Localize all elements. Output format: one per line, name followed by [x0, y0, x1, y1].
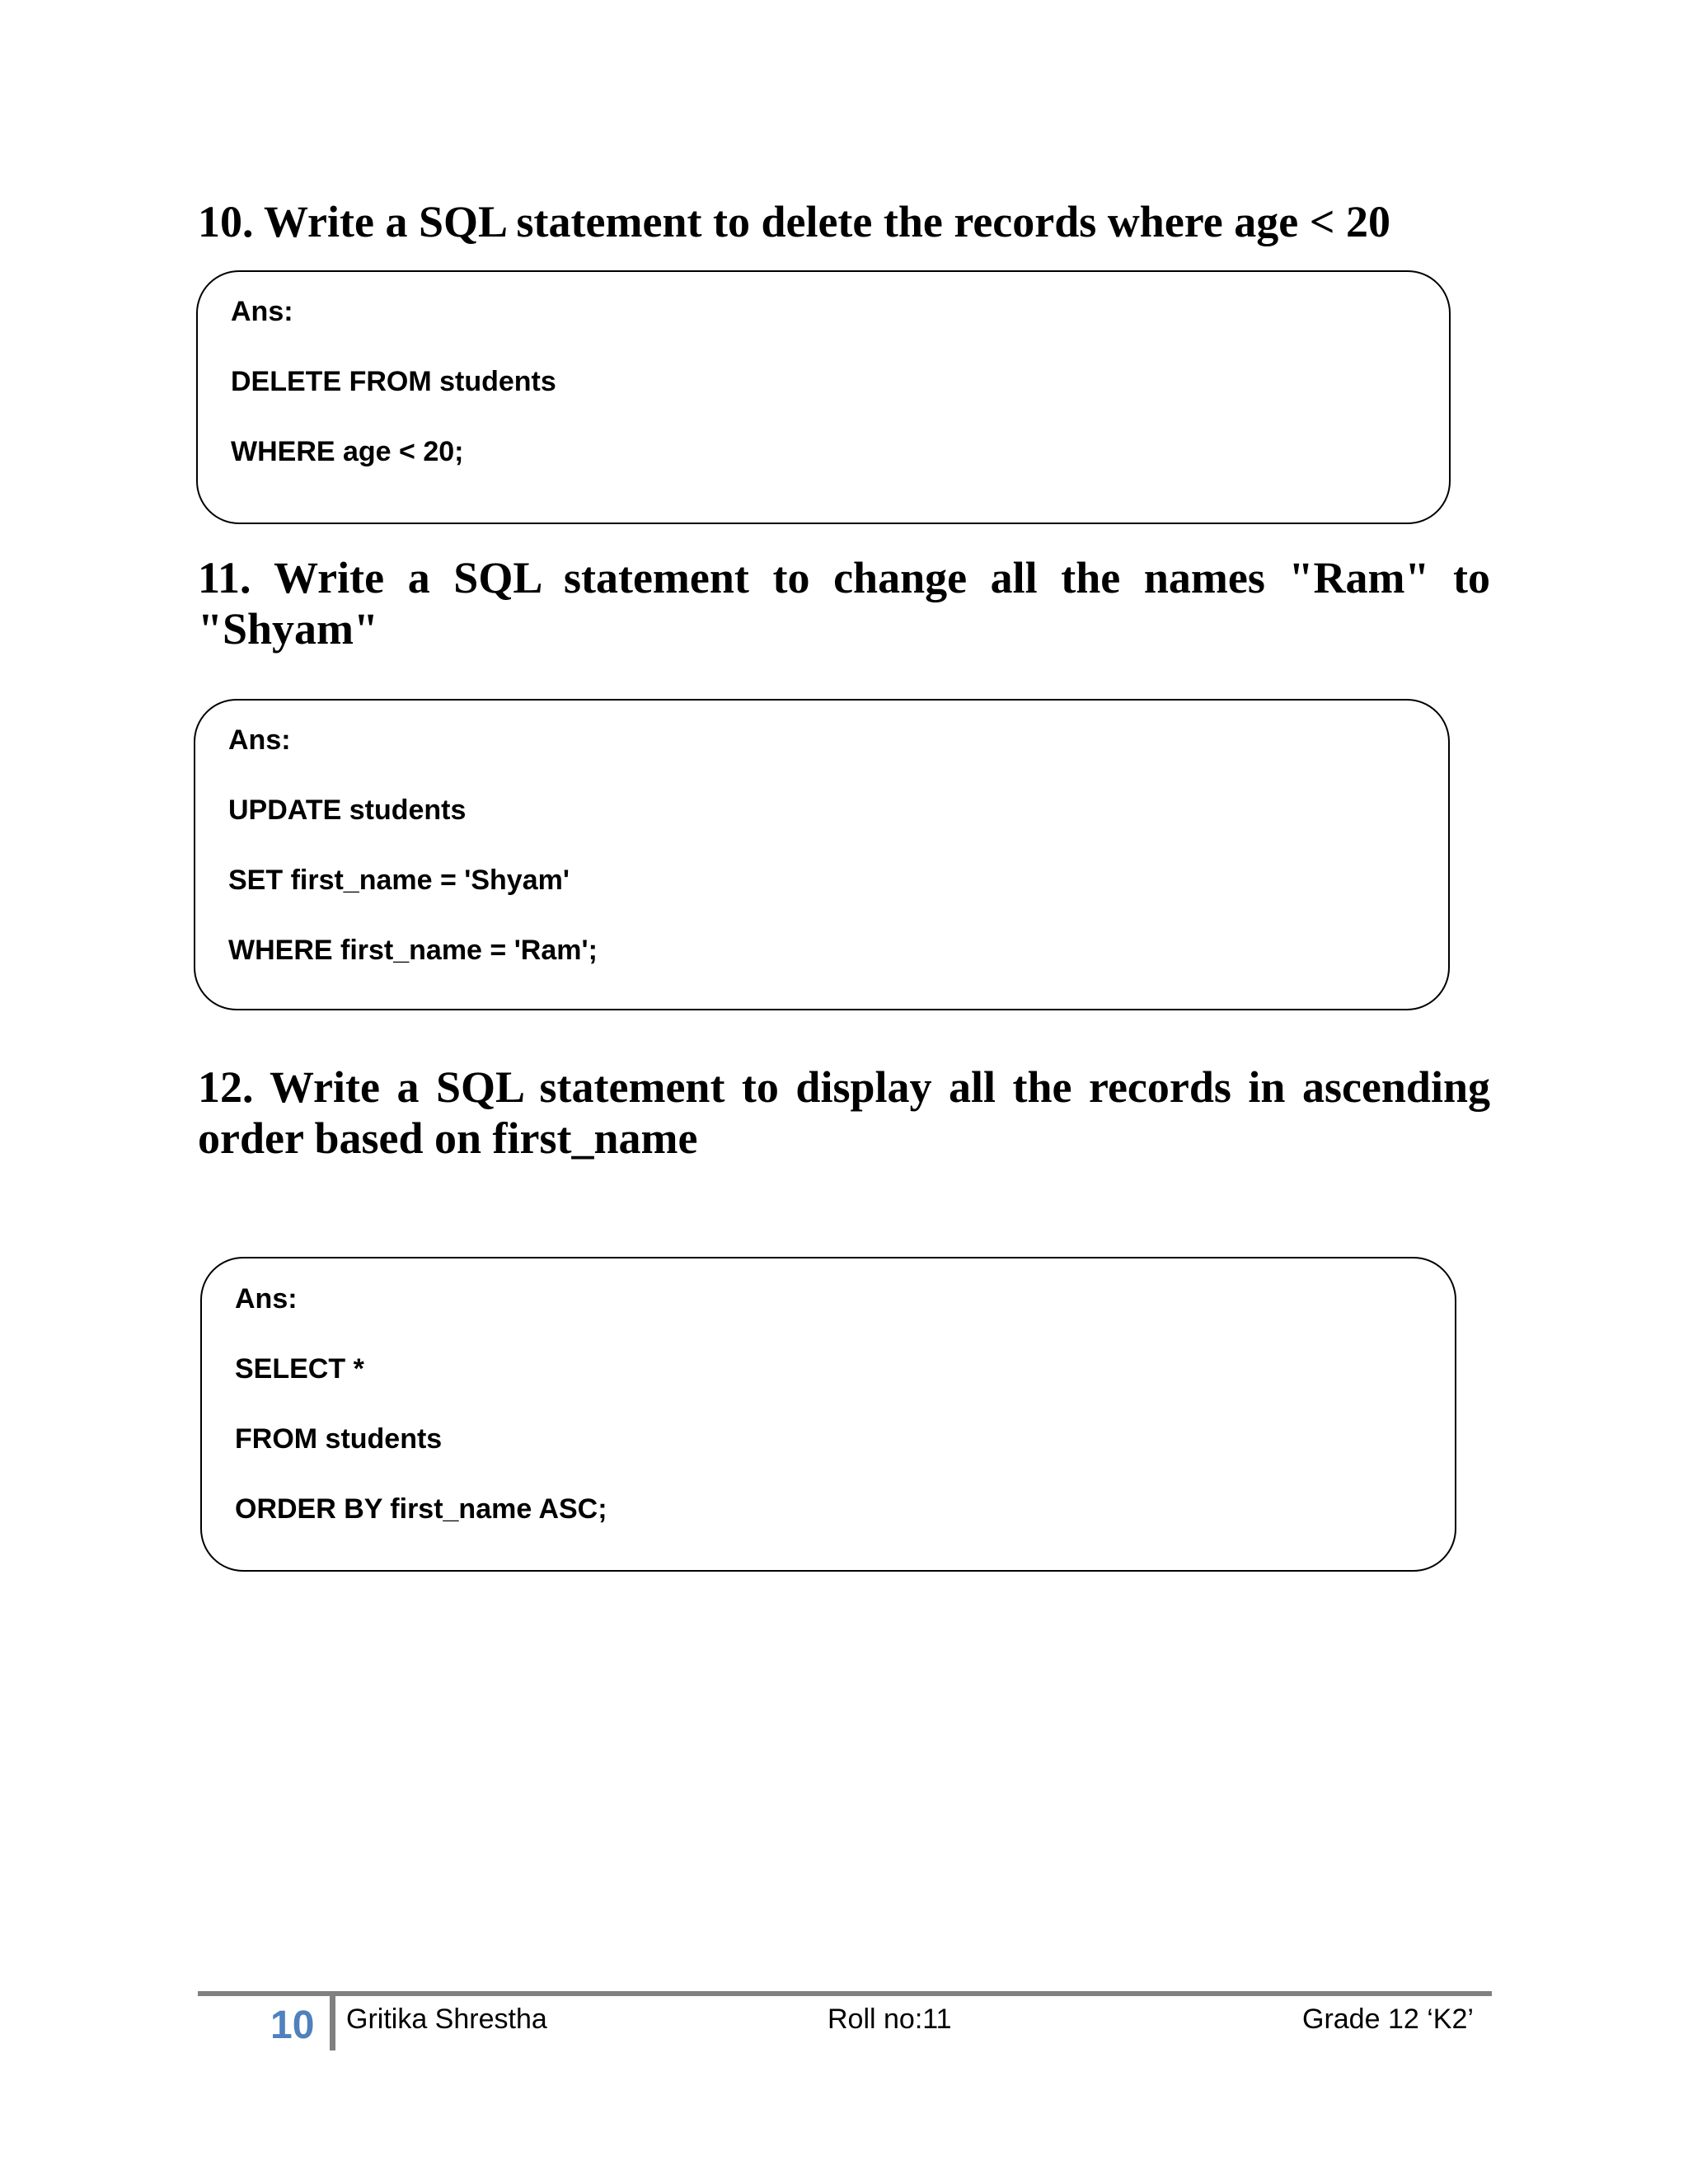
answer-box-12 — [200, 1257, 1456, 1572]
answer-line: ORDER BY first_name ASC; — [235, 1493, 607, 1525]
footer-grade: Grade 12 ‘K2’ — [1302, 2004, 1474, 2035]
answer-line: DELETE FROM students — [231, 366, 556, 397]
answer-box-10 — [196, 270, 1451, 524]
answer-line: UPDATE students — [228, 794, 467, 826]
question-12-heading: 12. Write a SQL statement to display all the records in ascending order based on first_name — [198, 1062, 1490, 1163]
question-10-heading: 10. Write a SQL statement to delete the records where age < 20 — [198, 197, 1390, 246]
answer-label: Ans: — [228, 724, 291, 756]
footer-rule — [198, 1991, 1492, 1996]
answer-label: Ans: — [231, 296, 293, 327]
answer-line: WHERE first_name = 'Ram'; — [228, 935, 598, 966]
answer-box-11 — [194, 699, 1450, 1010]
answer-line: WHERE age < 20; — [231, 436, 464, 467]
answer-line: FROM students — [235, 1423, 443, 1455]
footer-divider — [330, 1996, 335, 2050]
answer-label: Ans: — [235, 1283, 298, 1315]
footer-roll-number: Roll no:11 — [828, 2004, 952, 2035]
footer-author-name: Gritika Shrestha — [346, 2004, 547, 2035]
answer-line: SELECT * — [235, 1353, 364, 1385]
answer-line: SET first_name = 'Shyam' — [228, 865, 570, 896]
question-11-heading: 11. Write a SQL statement to change all the names "Ram" to "Shyam" — [198, 553, 1490, 654]
page-number: 10 — [270, 2004, 315, 2047]
